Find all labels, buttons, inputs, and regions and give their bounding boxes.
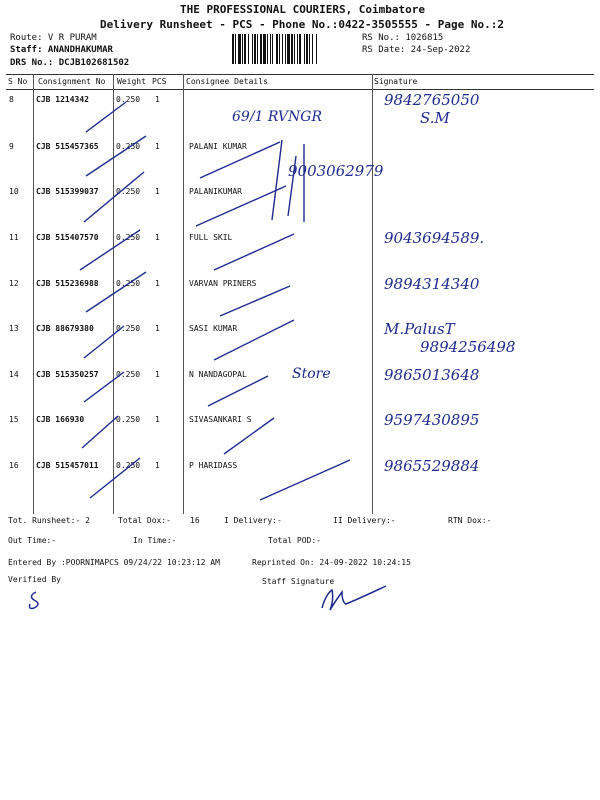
row-weight: 0.250 bbox=[116, 415, 141, 424]
row-weight: 0.250 bbox=[116, 142, 141, 151]
row-sno: 12 bbox=[9, 279, 19, 288]
row-sno: 14 bbox=[9, 370, 19, 379]
ink-tick bbox=[220, 286, 290, 316]
row-sno: 8 bbox=[9, 95, 14, 104]
row-sno: 16 bbox=[9, 461, 19, 470]
row-consignment-no: CJB 515399037 bbox=[36, 187, 99, 196]
staff-label: Staff: ANANDHAKUMAR bbox=[10, 45, 113, 55]
row-weight: 0.250 bbox=[116, 324, 141, 333]
row-pcs: 1 bbox=[155, 461, 160, 470]
row-sno: 15 bbox=[9, 415, 19, 424]
row-consignment-no: CJB 515407570 bbox=[36, 233, 99, 242]
ii-delivery: II Delivery:- bbox=[333, 516, 396, 525]
row-sno: 9 bbox=[9, 142, 14, 151]
ink-tick bbox=[84, 172, 144, 222]
ink-tick bbox=[272, 140, 282, 220]
barcode-bar bbox=[270, 34, 271, 64]
row-consignee: N NANDAGOPAL bbox=[189, 370, 247, 379]
barcode-bar bbox=[276, 34, 278, 64]
barcode-bar bbox=[260, 34, 262, 64]
i-delivery: I Delivery:- bbox=[224, 516, 282, 525]
rs-date: RS Date: 24-Sep-2022 bbox=[362, 45, 471, 55]
col-divider bbox=[113, 74, 114, 514]
row-consignment-no: CJB 515350257 bbox=[36, 370, 99, 379]
barcode-bar bbox=[312, 34, 313, 64]
barcode-bar bbox=[297, 34, 298, 64]
barcode-bar bbox=[299, 34, 301, 64]
barcode-bar bbox=[306, 34, 308, 64]
barcode-bar bbox=[254, 34, 256, 64]
barcode bbox=[232, 34, 352, 64]
out-time: Out Time:- bbox=[8, 536, 57, 545]
row-sno: 11 bbox=[9, 233, 19, 242]
verified-by: Verified By bbox=[8, 575, 61, 584]
row-pcs: 1 bbox=[155, 279, 160, 288]
row-signature: 9597430895 bbox=[384, 411, 480, 429]
rs-number: RS No.: 1026815 bbox=[362, 33, 444, 43]
col-divider bbox=[33, 74, 34, 514]
row-signature: M.PalusT bbox=[384, 320, 455, 338]
barcode-bar bbox=[242, 34, 243, 64]
col-pcs: PCS bbox=[152, 77, 167, 86]
ink-tick bbox=[86, 102, 126, 132]
row-signature: 9043694589. bbox=[384, 229, 485, 247]
row-consignee: SIVASANKARI S bbox=[189, 415, 252, 424]
row-weight: 0.250 bbox=[116, 279, 141, 288]
col-divider bbox=[372, 74, 373, 514]
row-signature: 9865013648 bbox=[384, 366, 480, 384]
col-consignment: Consignment No bbox=[38, 77, 106, 86]
entered-by: Entered By :POORNIMAPCS 09/24/22 10:23:12 AM bbox=[8, 558, 220, 567]
row-pcs: 1 bbox=[155, 415, 160, 424]
row-weight: 0.250 bbox=[116, 233, 141, 242]
row-consignment-no: CJB 88679380 bbox=[36, 324, 94, 333]
staff-signature: Staff Signature bbox=[262, 577, 335, 586]
barcode-bar bbox=[238, 34, 241, 64]
row-pcs: 1 bbox=[155, 187, 160, 196]
row-consignment-no: CJB 515236988 bbox=[36, 279, 99, 288]
barcode-bar bbox=[287, 34, 290, 64]
row-pcs: 1 bbox=[155, 324, 160, 333]
total-pod: Total POD:- bbox=[268, 536, 321, 545]
barcode-bar bbox=[235, 34, 236, 64]
barcode-bar bbox=[285, 34, 286, 64]
barcode-bar bbox=[263, 34, 266, 64]
row-handwritten-note: 69/1 RVNGR bbox=[232, 109, 323, 125]
row-signature-extra: 9894256498 bbox=[420, 338, 516, 356]
barcode-bar bbox=[267, 34, 268, 64]
barcode-bar bbox=[272, 34, 273, 64]
col-consignee: Consignee Details bbox=[186, 77, 268, 86]
row-signature: 9865529884 bbox=[384, 457, 480, 475]
row-pcs: 1 bbox=[155, 95, 160, 104]
drs-number: DRS No.: DCJB102681502 bbox=[10, 58, 130, 68]
rtn-dox: RTN Dox:- bbox=[448, 516, 492, 525]
row-consignee: PALANIKUMAR bbox=[189, 187, 242, 196]
row-consignment-no: CJB 515457011 bbox=[36, 461, 99, 470]
barcode-bar bbox=[244, 34, 246, 64]
barcode-bar bbox=[252, 34, 253, 64]
in-time: In Time:- bbox=[133, 536, 177, 545]
row-signature-extra: S.M bbox=[420, 109, 450, 127]
barcode-bar bbox=[304, 34, 305, 64]
row-consignee: SASI KUMAR bbox=[189, 324, 238, 333]
ink-tick bbox=[86, 272, 146, 312]
total-dox-label: Total Dox:- bbox=[118, 516, 171, 525]
reprinted-on: Reprinted On: 24-09-2022 10:24:15 bbox=[252, 558, 411, 567]
row-consignment-no: CJB 515457365 bbox=[36, 142, 99, 151]
barcode-bar bbox=[257, 34, 258, 64]
col-weight: Weight bbox=[117, 77, 146, 86]
row-consignment-no: CJB 166930 bbox=[36, 415, 85, 424]
row-sno: 13 bbox=[9, 324, 19, 333]
barcode-bar bbox=[316, 34, 317, 64]
row-signature: 9894314340 bbox=[384, 275, 480, 293]
row-sno: 10 bbox=[9, 187, 19, 196]
barcode-bar bbox=[279, 34, 280, 64]
row-signature: 9003062979 bbox=[288, 162, 384, 180]
row-pcs: 1 bbox=[155, 370, 160, 379]
row-weight: 0.250 bbox=[116, 95, 141, 104]
row-consignee: PALANI KUMAR bbox=[189, 142, 247, 151]
row-consignment-no: CJB 1214342 bbox=[36, 95, 89, 104]
row-pcs: 1 bbox=[155, 233, 160, 242]
ink-tick bbox=[208, 376, 268, 406]
barcode-bar bbox=[291, 34, 293, 64]
row-pcs: 1 bbox=[155, 142, 160, 151]
report-subtitle: Delivery Runsheet - PCS - Phone No.:0422-3505555 - Page No.:2 bbox=[100, 18, 504, 31]
row-consignee: P HARIDASS bbox=[189, 461, 238, 470]
total-dox-value: 16 bbox=[190, 516, 200, 525]
tot-runsheet: Tot. Runsheet:- 2 bbox=[8, 516, 90, 525]
col-signature: Signature bbox=[374, 77, 418, 86]
row-consignee: FULL SKIL bbox=[189, 233, 233, 242]
report-title: THE PROFESSIONAL COURIERS, Coimbatore bbox=[180, 3, 426, 16]
barcode-bar bbox=[294, 34, 295, 64]
route-label: Route: V R PURAM bbox=[10, 33, 97, 43]
row-handwritten-note: Store bbox=[292, 366, 331, 382]
barcode-bar bbox=[232, 34, 234, 64]
ink-tick bbox=[260, 460, 350, 500]
row-signature: 9842765050 bbox=[384, 91, 480, 109]
row-weight: 0.250 bbox=[116, 370, 141, 379]
row-weight: 0.250 bbox=[116, 461, 141, 470]
col-divider bbox=[183, 74, 184, 514]
row-consignee: VARVAN PRINERS bbox=[189, 279, 257, 288]
barcode-bar bbox=[248, 34, 249, 64]
barcode-bar bbox=[282, 34, 283, 64]
col-sno: S No bbox=[8, 77, 28, 86]
barcode-bar bbox=[309, 34, 310, 64]
row-weight: 0.250 bbox=[116, 187, 141, 196]
